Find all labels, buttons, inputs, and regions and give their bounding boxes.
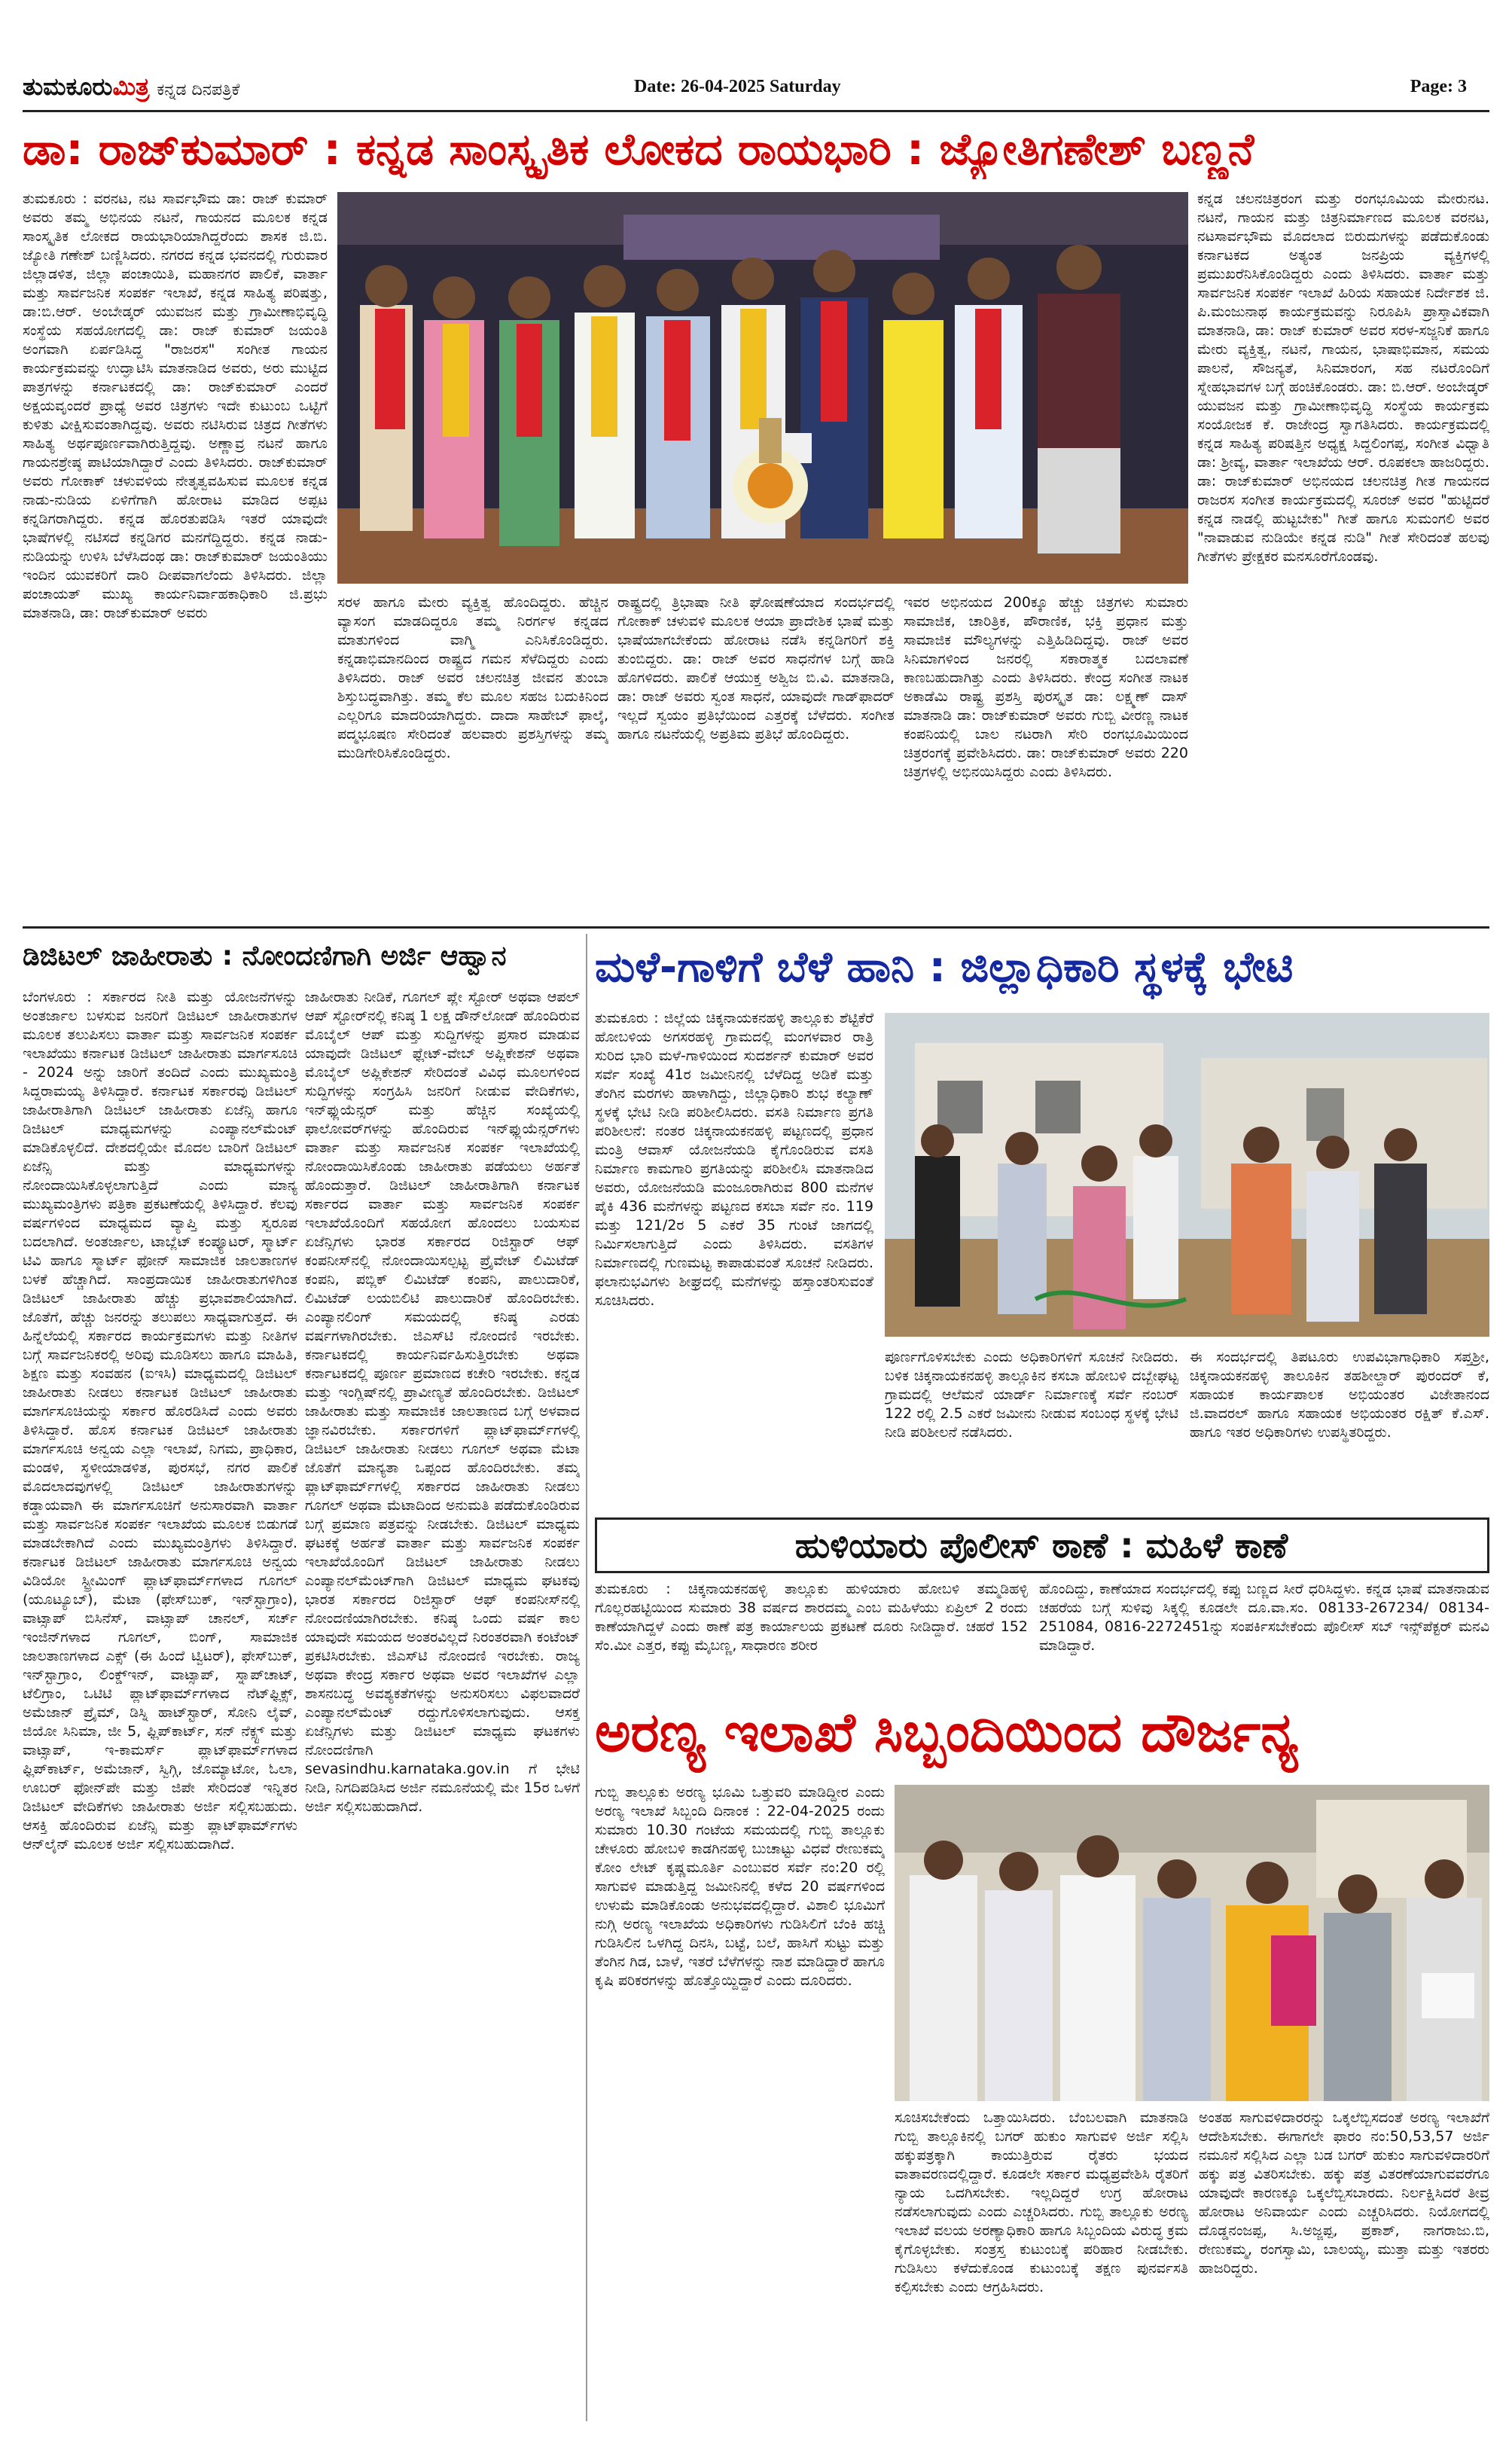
- story5-protest-photo: [895, 1785, 1489, 2101]
- header-rule: [23, 110, 1489, 112]
- story1-column-b3: ಇವರ ಅಭಿನಯದ 200ಕ್ಕೂ ಹೆಚ್ಚು ಚಿತ್ರಗಳು ಸುಮಾರು ಸಾಮಾಜಿಕ, ಚಾರಿತ್ರಿಕ, ಪೌರಾಣಿಕ, ಭಕ್ತಿ ಪ್ರಧಾನ ಮತ್ತು ಸಾಮಾಜಿಕ ಮೌಲ್ಯಗಳನ್ನು ಎತ್ತಿಹಿಡಿದಿದ್ದವು. ರಾಜ್ ಅವರ ಸಿನಿಮಾಗಳಿಂದ ಜನರಲ್ಲಿ ಸಕಾರಾತ್ಮಕ ಬದಲಾವಣೆ ಕಾಣಬಹುದಾಗಿತ್ತು ಎಂದು ತಿಳಿಸಿದರು. ಕೇಂದ್ರ ಸಂಗೀತ ನಾಟಕ ಅಕಾಡೆಮಿ ರಾಷ್ಟ್ರ ಪ್ರಶಸ್ತಿ ಪುರಸ್ಕೃತ ಡಾ: ಲಕ್ಷ್ಮಣ್ ದಾಸ್ ಮಾತನಾಡಿ ಡಾ: ರಾಜ್‌ಕುಮಾರ್ ಅವರು ಗುಬ್ಬಿ ವೀರಣ್ಣ ನಾಟಕ ಕಂಪನಿಯಲ್ಲಿ ಬಾಲ ನಟರಾಗಿ ಸೇರಿ ರಂಗಭೂಮಿಯಿಂದ ಚಿತ್ರರಂಗಕ್ಕೆ ಪ್ರವೇಶಿಸಿದರು. ಡಾ: ರಾಜ್‌ಕುಮಾರ್ ಅವರು 220 ಚಿತ್ರಗಳಲ್ಲಿ ಅಭಿನಯಿಸಿದ್ದರು ಎಂದು ತಿಳಿಸಿದರು.: [904, 594, 1188, 780]
- story5-column-3: ಅಂತಹ ಸಾಗುವಳಿದಾರರನ್ನು ಒಕ್ಕಲೆಬ್ಬಿಸದಂತೆ ಅರಣ್ಯ ಇಲಾಖೆಗೆ ಆದೇಶಿಸಬೇಕು. ಈಗಾಗಲೇ ಫಾರಂ ನಂ:50,53,57 ಅರ್ಜಿ ನಮೂನೆ ಸಲ್ಲಿಸಿದ ಎಲ್ಲಾ ಬಡ ಬಗರ್ ಹುಕುಂ ಸಾಗುವಳಿದಾರರಿಗೆ ಹಕ್ಕು ಪತ್ರ ವಿತರಿಸಬೇಕು. ಹಕ್ಕು ಪತ್ರ ವಿತರಣೆಯಾಗುವವರೆಗೂ ಯಾವುದೇ ಕಾರಣಕ್ಕೂ ಒಕ್ಕಲೆಬ್ಬಿಸಬಾರದು. ನಿರ್ಲಕ್ಷಿಸಿದರೆ ತೀವ್ರ ಹೋರಾಟ ಅನಿವಾರ್ಯ ಎಂದು ಎಚ್ಚರಿಸಿದರು. ನಿಯೋಗದಲ್ಲಿ ದೊಡ್ಡನಂಜಪ್ಪ, ಸಿ.ಅಜ್ಜಪ್ಪ, ಪ್ರಕಾಶ್, ನಾಗರಾಜು.ಬಿ, ರೇಣುಕಮ್ಮ, ರಂಗಸ್ವಾಮಿ, ಬಾಲಯ್ಯ, ಮುತ್ತಾ ಮತ್ತು ಇತರರು ಹಾಜರಿದ್ದರು.: [1199, 2109, 1489, 2277]
- page-header: [23, 72, 1489, 108]
- story2-column-2: ಜಾಹೀರಾತು ನೀಡಿಕೆ, ಗೂಗಲ್ ಪ್ಲೇ ಸ್ಟೋರ್ ಅಥವಾ ಆಪಲ್ ಆಪ್ ಸ್ಟೋರ್‌ನಲ್ಲಿ ಕನಿಷ್ಠ 1 ಲಕ್ಷ ಡೌನ್‌ಲೋಡ್ ಹೊಂದಿರುವ ಮೊಬೈಲ್ ಆಪ್ ಮತ್ತು ಸುದ್ದಿಗಳನ್ನು ಪ್ರಸಾರ ಮಾಡುವ ಯಾವುದೇ ಡಿಜಿಟಲ್ ಫ್ಲೇಟ್-ವೇಬ್ ಅಪ್ಲಿಕೇಶನ್ ಅಥವಾ ಮೊಬೈಲ್ ಅಪ್ಲಿಕೇಶನ್ ಸೇರಿದಂತೆ ವಿವಿಧ ಮೂಲಗಳಿಂದ ಸುದ್ದಿಗಳನ್ನು ಸಂಗ್ರಹಿಸಿ ಜನರಿಗೆ ನೀಡುವ ವೇದಿಕೆಗಳು, ಇನ್‌ಫ್ಲುಯೆನ್ಸರ್ ಮತ್ತು ಹೆಚ್ಚಿನ ಸಂಖ್ಯೆಯಲ್ಲಿ ಫಾಲೋವರ್‌ಗಳನ್ನು ಹೊಂದಿರುವ ಇನ್‌ಫ್ಲುಯೆನ್ಸರ್‌ಗಳು ವಾರ್ತಾ ಮತ್ತು ಸಾರ್ವಜನಿಕ ಸಂಪರ್ಕ ಇಲಾಖೆಯಲ್ಲಿ ನೋಂದಾಯಿಸಿಕೊಂಡು ಜಾಹೀರಾತು ಪಡೆಯಲು ಅರ್ಹತೆ ಹೊಂದುತ್ತಾರೆ. ಡಿಜಿಟಲ್ ಜಾಹೀರಾತಿಗಾಗಿ ಕರ್ನಾಟಕ ಸರ್ಕಾರದ ವಾರ್ತಾ ಮತ್ತು ಸಾರ್ವಜನಿಕ ಸಂಪರ್ಕ ಇಲಾಖೆಯೊಂದಿಗೆ ಸಹಯೋಗ ಹೊಂದಲು ಬಯಸುವ ಏಜೆನ್ಸಿಗಳು ಭಾರತ ಸರ್ಕಾರದ ರಿಜಿಸ್ಟಾರ್ ಆಫ್ ಕಂಪನೀಸ್‌ನಲ್ಲಿ ನೋಂದಾಯಿಸಲ್ಪಟ್ಟ ಪ್ರೈವೇಟ್ ಲಿಮಿಟೆಡ್ ಕಂಪನಿ, ಪಬ್ಲಿಕ್ ಲಿಮಿಟೆಡ್ ಕಂಪನಿ, ಪಾಲುದಾರಿಕೆ, ಲಿಮಿಟೆಡ್ ಲಯಬಿಲಿಟಿ ಪಾಲುದಾರಿಕೆ ಹೊಂದಿರಬೇಕು. ಎಂಪ್ಯಾನಲಿಂಗ್ ಸಮಯದಲ್ಲಿ ಕನಿಷ್ಠ ಎರಡು ವರ್ಷಗಳಾಗಿರಬೇಕು. ಜಿಎಸ್‌ಟಿ ನೋಂದಣಿ ಇರಬೇಕು. ಕರ್ನಾಟಕದಲ್ಲಿ ಕಾರ್ಯನಿರ್ವಹಿಸುತ್ತಿರಬೇಕು ಅಥವಾ ಕರ್ನಾಟಕದಲ್ಲಿ ಪೂರ್ಣ ಪ್ರಮಾಣದ ಕಚೇರಿ ಇರಬೇಕು. ಕನ್ನಡ ಮತ್ತು ಇಂಗ್ಲಿಷ್‌ನಲ್ಲಿ ಪ್ರಾವೀಣ್ಯತೆ ಹೊಂದಿರಬೇಕು. ಡಿಜಿಟಲ್ ಜಾಹೀರಾತು ಮತ್ತು ಸಾಮಾಜಿಕ ಜಾಲತಾಣದ ಬಗ್ಗೆ ಅಳವಾದ ಜ್ಞಾನವಿರಬೇಕು. ಸರ್ಕಾರಗಳಿಗೆ ಪ್ಲಾಟ್‌ಫಾರ್ಮ್‌ಗಳಲ್ಲಿ ಡಿಜಿಟಲ್ ಜಾಹೀರಾತು ನೀಡಲು ಗೂಗಲ್ ಅಥವಾ ಮೆಟಾ ಜೊತೆಗೆ ಮಾನ್ಯತಾ ಒಪ್ಪಂದ ಹೊಂದಿರಬೇಕು. ತಮ್ಮ ಪ್ಲಾಟ್‌ಫಾರ್ಮ್‌ಗಳಲ್ಲಿ ಸರ್ಕಾರದ ಜಾಹೀರಾತು ನೀಡಲು ಗೂಗಲ್ ಅಥವಾ ಮೆಟಾದಿಂದ ಅನುಮತಿ ಪಡೆದುಕೊಂಡಿರುವ ಬಗ್ಗೆ ಪ್ರಮಾಣ ಪತ್ರವನ್ನು ನೀಡಬೇಕು. ಡಿಜಿಟಲ್ ಮಾಧ್ಯಮ ಘಟಕಕ್ಕೆ ಅರ್ಹತೆ ವಾರ್ತಾ ಮತ್ತು ಸಾರ್ವಜನಿಕ ಸಂಪರ್ಕ ಇಲಾಖೆಯೊಂದಿಗೆ ಡಿಜಿಟಲ್ ಜಾಹೀರಾತು ನೀಡಲು ಎಂಪ್ಯಾನಲ್‌ಮೆಂಟ್‌ಗಾಗಿ ಡಿಜಿಟಲ್ ಮಾಧ್ಯಮ ಘಟಕವು ಭಾರತ ಸರ್ಕಾರದ ರಿಜಿಸ್ಟಾರ್ ಆಫ್ ಕಂಪನೀಸ್‌ನಲ್ಲಿ ನೋಂದಣಿಯಾಗಿರಬೇಕು. ಕನಿಷ್ಠ ಒಂದು ವರ್ಷ ಕಾಲ ಯಾವುದೇ ಸಮಯದ ಅಂತರವಿಲ್ಲದೆ ನಿರಂತರವಾಗಿ ಕಂಟೆಂಟ್ ಪ್ರಕಟಿಸಿರಬೇಕು. ಜಿಎಸ್‌ಟಿ ನೋಂದಣಿ ಇರಬೇಕು. ರಾಜ್ಯ ಅಥವಾ ಕೇಂದ್ರ ಸರ್ಕಾರ ಅಥವಾ ಅವರ ಇಲಾಖೆಗಳ ಎಲ್ಲಾ ಶಾಸನಬದ್ಧ ಅವಶ್ಯಕತೆಗಳನ್ನು ಅನುಸರಿಸಲು ವಿಫಲವಾದರೆ ಎಂಪ್ಯಾನಲ್‌ಮೆಂಟ್ ರದ್ದುಗೊಳಿಸಲಾಗುವುದು. ಆಸಕ್ತ ಏಜೆನ್ಸಿಗಳು ಮತ್ತು ಡಿಜಿಟಲ್ ಮಾಧ್ಯಮ ಘಟಕಗಳು ನೋಂದಣಿಗಾಗಿ sevasindhu.karnataka.gov.in ಗೆ ಭೇಟಿ ನೀಡಿ, ನಿಗದಿಪಡಿಸಿದ ಅರ್ಜಿ ನಮೂನೆಯಲ್ಲಿ ಮೇ 15ರ ಒಳಗೆ ಅರ್ಜಿ ಸಲ್ಲಿಸಬಹುದಾಗಿದೆ.: [305, 989, 580, 1815]
- story1-column-b1: ಸರಳ ಹಾಗೂ ಮೇರು ವ್ಯಕ್ತಿತ್ವ ಹೊಂದಿದ್ದರು. ಹೆಚ್ಚಿನ ವ್ಯಾಸಂಗ ಮಾಡದಿದ್ದರೂ ತಮ್ಮ ನಿರರ್ಗಳ ಕನ್ನಡದ ಮಾತುಗಳಿಂದ ವಾಗ್ಮಿ ಎನಿಸಿಕೊಂಡಿದ್ದರು. ಕನ್ನಡಾಭಿಮಾನದಿಂದ ರಾಷ್ಟ್ರದ ಗಮನ ಸೆಳೆದಿದ್ದರು ಎಂದು ತಿಳಿಸಿದರು. ರಾಜ್ ಅವರ ಚಲನಚಿತ್ರ ಜೀವನ ತುಂಬಾ ಶಿಸ್ತುಬದ್ಧವಾಗಿತ್ತು. ತಮ್ಮ ಕೆಲ ಮೂಲ ಸಹಜ ಬದುಕಿನಿಂದ ಎಲ್ಲರಿಗೂ ಮಾದರಿಯಾಗಿದ್ದರು. ದಾದಾ ಸಾಹೇಬ್ ಫಾಲ್ಕೆ, ಪದ್ಮಭೂಷಣ ಸೇರಿದಂತೆ ಹಲವಾರು ಪ್ರಶಸ್ತಿಗಳನ್ನು ತಮ್ಮ ಮುಡಿಗೇರಿಸಿಕೊಂಡಿದ್ದರು.: [337, 594, 608, 761]
- story1-event-photo: [337, 192, 1188, 584]
- story4-column-1: ತುಮಕೂರು : ಚಿಕ್ಕನಾಯಕನಹಳ್ಳಿ ತಾಲ್ಲೂಕು ಹುಳಿಯಾರು ಹೋಬಳಿ ತಮ್ಮಡಿಹಳ್ಳಿ ಗೊಲ್ಲರಹಟ್ಟಿಯಿಂದ ಸುಮಾರು 38 ವರ್ಷದ ಶಾರದಮ್ಮ ಎಂಬ ಮಹಿಳೆಯು ಏಪ್ರಿಲ್ 2 ರಂದು ಕಾಣೆಯಾಗಿದ್ದಳೆ ಎಂದು ಠಾಣೆ ಪತ್ರ ಕಾರ್ಯಾಲಯ ಪ್ರಕಟಣೆ ದೂರು ನೀಡಿದ್ದಾರೆ. ಚಹರೆ 152 ಸೆಂ.ಮೀ ಎತ್ತರ, ಕಪ್ಪು ಮೈಬಣ್ಣ, ಸಾಧಾರಣ ಶರೀರ: [595, 1581, 1028, 1654]
- masthead-accent: ಮಿತ್ರ: [112, 72, 150, 101]
- page-number: Page: 3: [1410, 77, 1467, 96]
- story4-headline-box: [595, 1517, 1489, 1573]
- story5-column-1: ಗುಬ್ಬಿ ತಾಲ್ಲೂಕು ಅರಣ್ಯ ಭೂಮಿ ಒತ್ತುವರಿ ಮಾಡಿದ್ದೀರ ಎಂದು ಅರಣ್ಯ ಇಲಾಖೆ ಸಿಬ್ಬಂದಿ ದಿನಾಂಕ : 22-04-2025 ರಂದು ಸುಮಾರು 10.30 ಗಂಟೆಯ ಸಮಯದಲ್ಲಿ ಗುಬ್ಬಿ ತಾಲ್ಲೂಕು ಚೇಳೂರು ಹೋಬಳಿ ಕಾಡಗಿನಹಳ್ಳಿ ಬುಚಾಟ್ಟು ವಿಧವೆ ರೇಣುಕಮ್ಮ ಕೋಂ ಲೇಟ್ ಕೃಷ್ಣಮೂರ್ತಿ ಎಂಬುವರ ಸರ್ವೆ ನಂ:20 ರಲ್ಲಿ ಸಾಗುವಳಿ ಮಾಡುತ್ತಿದ್ದ ಜಮೀನಿನಲ್ಲಿ ಕಳೆದ 20 ವರ್ಷಗಳಿಂದ ಉಳುಮೆ ಮಾಡಿಕೊಂಡು ಅನುಭವದಲ್ಲಿದ್ದಾರೆ. ವಿಶಾಲಿ ಭೂಮಿಗೆ ನುಗ್ಗಿ ಅರಣ್ಯ ಇಲಾಖೆಯ ಅಧಿಕಾರಿಗಳು ಗುಡಿಸಿಲಿಗೆ ಬೆಂಕಿ ಹಚ್ಚಿ ಗುಡಿಸಿಲಿನ ಒಳಗಿದ್ದ ದಿನಸಿ, ಬಟ್ಟೆ, ಬಲೆ, ಹಾಸಿಗೆ ಸುಟ್ಟು ಮತ್ತು ತೆಂಗಿನ ಗಿಡ, ಬಾಳೆ, ಇತರೆ ಬೆಳೆಗಳನ್ನು ನಾಶ ಮಾಡಿದ್ದಾರೆ ಹಾಗೂ ಕೃಷಿ ಪರಿಕರಗಳನ್ನು ಹೊತ್ತೊಯ್ದಿದ್ದಾರೆ ಎಂದು ದೂರಿದರು.: [595, 1784, 885, 1989]
- masthead: [23, 72, 239, 102]
- story2-headline: ಡಿಜಿಟಲ್ ಜಾಹೀರಾತು : ನೋಂದಣಿಗಾಗಿ ಅರ್ಜಿ ಆಹ್ವಾನ: [23, 941, 507, 971]
- story1-column-left: ತುಮಕೂರು : ವರನಟ, ನಟ ಸಾರ್ವಭೌಮ ಡಾ: ರಾಜ್ ಕುಮಾರ್ ಅವರು ತಮ್ಮ ಅಭಿನಯ ನಟನೆ, ಗಾಯನದ ಮೂಲಕ ಕನ್ನಡ ಸಾಂಸ್ಕೃತಿಕ ಲೋಕದ ರಾಯಭಾರಿಯಾಗಿದ್ದರೆಂದು ಶಾಸಕ ಜಿ.ಬಿ. ಜ್ಯೋತಿ ಗಣೇಶ್ ಬಣ್ಣಿಸಿದರು. ನಗರದ ಕನ್ನಡ ಭವನದಲ್ಲಿ ಗುರುವಾರ ಜಿಲ್ಲಾಡಳಿತ, ಜಿಲ್ಲಾ ಪಂಚಾಯಿತಿ, ಮಹಾನಗರ ಪಾಲಿಕೆ, ವಾರ್ತಾ ಮತ್ತು ಸಾರ್ವಜನಿಕ ಸಂಪರ್ಕ ಇಲಾಖೆ, ಕನ್ನಡ ಸಾಹಿತ್ಯ ಪರಿಷತ್ತು, ಡಾ:ಬಿ.ಆರ್. ಅಂಬೇಡ್ಕರ್ ಯುವಜನ ಮತ್ತು ಗ್ರಾಮೀಣಾಭಿವೃದ್ಧಿ ಸಂಸ್ಥೆಯ ಸಹಯೋಗದಲ್ಲಿ ಡಾ: ರಾಜ್ ಕುಮಾರ್ ಜಯಂತಿ ಅಂಗವಾಗಿ ಏರ್ಪಡಿಸಿದ್ದ "ರಾಜರಸ" ಸಂಗೀತ ಗಾಯನ ಕಾರ್ಯಕ್ರಮವನ್ನು ಉದ್ಘಾಟಿಸಿ ಮಾತನಾಡಿದ ಅವರು, ಅರು ಮುಟ್ಟಿದ ಪಾತ್ರಗಳನ್ನು ಕರ್ನಾಟಕದಲ್ಲಿ ಡಾ: ರಾಜ್‌ಕುಮಾರ್ ಎಂದರೆ ಅಕ್ಷಯವೃಂದರೆ ಪ್ರಾಧ್ಯೆ ಅವರ ಚಿತ್ರಗಳು ಇದೇ ಕುಟುಂಬ ಒಟ್ಟಿಗೆ ಕುಳಿತು ವೀಕ್ಷಿಸುವಂತಾಗಿದ್ದವು. ಅವರು ನಟಿಸಿರುವ ಚಿತ್ರದ ಗೀತೆಗಳು ಸಾಹಿತ್ಯ ಅರ್ಥಪೂರ್ಣವಾಗಿರುತ್ತಿದ್ದವು. ಅಣ್ಣಾವ್ರ ನಟನೆ ಹಾಗೂ ಗಾಯನಶ್ರೇಷ್ಠ ಪಾಟಿಯಾಗಿದ್ದಾರೆ ಎಂದು ತಿಳಿಸಿದರು. ರಾಜ್‌ಕುಮಾರ್ ಅವರು ಗೋಕಾಕ್ ಚಳುವಳಿಯ ನೇತೃತ್ವವಹಿಸುವ ಮೂಲಕ ಕನ್ನಡ ನಾಡು-ನುಡಿಯ ಏಳಿಗೆಗಾಗಿ ಹೋರಾಟ ಮಾಡಿದ ಅಪ್ಪಟ ಕನ್ನಡಿಗರಾಗಿದ್ದರು. ಕನ್ನಡ ಹೊರತುಪಡಿಸಿ ಇತರೆ ಯಾವುದೇ ಭಾಷೆಗಳಲ್ಲಿ ನಟಿಸದೆ ಕನ್ನಡಿಗರ ಮನಗೆದ್ದಿದ್ದರು. ಕನ್ನಡ ನಾಡು-ನುಡಿಯನ್ನು ಉಳಿಸಿ ಬೆಳೆಸಿದಂಥ ಡಾ: ರಾಜ್‌ಕುಮಾರ್ ಜಯಂತಿಯು ಇಂದಿನ ಯುವಕರಿಗೆ ದಾರಿ ದೀಪವಾಗಲೆಂದು ತಿಳಿಸಿದರು. ಜಿಲ್ಲಾ ಪಂಚಾಯತ್ ಮುಖ್ಯ ಕಾರ್ಯನಿರ್ವಾಹಕಾಧಿಕಾರಿ ಜಿ.ಪ್ರಭು ಮಾತನಾಡಿ, ಡಾ: ರಾಜ್‌ಕುಮಾರ್ ಅವರು: [23, 191, 328, 621]
- story3-column-2: ಪೂರ್ಣಗೊಳಿಸಬೇಕು ಎಂದು ಅಧಿಕಾರಿಗಳಿಗೆ ಸೂಚನೆ ನೀಡಿದರು. ಬಳಿಕ ಚಿಕ್ಕನಾಯಕನಹಳ್ಳಿ ತಾಲ್ಲೂಕಿನ ಕಸಬಾ ಹೋಬಳಿ ದಬ್ಬೇಘಟ್ಟ ಗ್ರಾಮದಲ್ಲಿ ಆಲೆಮನೆ ಯಾರ್ಡ್ ನಿರ್ಮಾಣಕ್ಕೆ ಸರ್ವೆ ನಂಬರ್ 122 ರಲ್ಲಿ 2.5 ಎಕರೆ ಜಮೀನು ನೀಡುವ ಸಂಬಂಧ ಸ್ಥಳಕ್ಕೆ ಭೇಟಿ ನೀಡಿ ಪರಿಶೀಲನೆ ನಡೆಸಿದರು.: [885, 1349, 1178, 1441]
- story4-headline: ಹುಳಿಯಾರು ಪೊಲೀಸ್ ಠಾಣೆ : ಮಹಿಳೆ ಕಾಣೆ: [794, 1525, 1288, 1566]
- masthead-tagline: ಕನ್ನಡ ದಿನಪತ್ರಿಕೆ: [157, 81, 240, 99]
- column-divider: [586, 934, 587, 2421]
- story1-headline: ಡಾ: ರಾಜ್‌ಕುಮಾರ್ : ಕನ್ನಡ ಸಾಂಸ್ಕೃತಿಕ ಲೋಕದ ರಾಯಭಾರಿ : ಜ್ಯೋತಿಗಣೇಶ್ ಬಣ್ಣನೆ: [23, 124, 1254, 175]
- story2-column-1: ಬೆಂಗಳೂರು : ಸರ್ಕಾರದ ನೀತಿ ಮತ್ತು ಯೋಜನೆಗಳನ್ನು ಅಂತರ್ಜಾಲ ಬಳಸುವ ಜನರಿಗೆ ಡಿಜಿಟಲ್ ಜಾಹೀರಾತುಗಳ ಮೂಲಕ ತಲುಪಿಸಲು ವಾರ್ತಾ ಮತ್ತು ಸಾರ್ವಜನಿಕ ಸಂಪರ್ಕ ಇಲಾಖೆಯು ಕರ್ನಾಟಕ ಡಿಜಿಟಲ್ ಜಾಹೀರಾತು ಮಾರ್ಗಸೂಚಿ - 2024 ಅನ್ನು ಜಾರಿಗೆ ತಂದಿದೆ ಎಂದು ಮುಖ್ಯಮಂತ್ರಿ ಸಿದ್ದರಾಮಯ್ಯ ತಿಳಿಸಿದ್ದಾರೆ. ಕರ್ನಾಟಕ ಸರ್ಕಾರವು ಡಿಜಿಟಲ್ ಜಾಹೀರಾತಿಗಾಗಿ ಡಿಜಿಟಲ್ ಜಾಹೀರಾತು ಏಜೆನ್ಸಿ ಹಾಗೂ ಡಿಜಿಟಲ್ ಮಾಧ್ಯಮಗಳನ್ನು ಎಂಪ್ಯಾನಲ್‌ಮೆಂಟ್ ಮಾಡಿಕೊಳ್ಳಲಿದೆ. ದೇಶದಲ್ಲಿಯೇ ಮೊದಲ ಬಾರಿಗೆ ಡಿಜಿಟಲ್ ಏಜೆನ್ಸಿ ಮತ್ತು ಮಾಧ್ಯಮಗಳನ್ನು ನೋಂದಾಯಿಸಿಕೊಳ್ಳಲಾಗುತ್ತಿದೆ ಎಂದು ಮಾನ್ಯ ಮುಖ್ಯಮಂತ್ರಿಗಳು ಪತ್ರಿಕಾ ಪ್ರಕಟಣೆಯಲ್ಲಿ ತಿಳಿಸಿದ್ದಾರೆ. ಕೆಲವು ವರ್ಷಗಳಿಂದ ಮಾಧ್ಯಮದ ವ್ಯಾಪ್ತಿ ಮತ್ತು ಸ್ವರೂಪ ಬದಲಾಗಿದೆ. ಅಂತರ್ಜಾಲ, ಟಾಬ್ಲೆಟ್ ಕಂಪ್ಯೂಟರ್, ಸ್ಮಾರ್ಟ್ ಟಿವಿ ಹಾಗೂ ಸ್ಮಾರ್ಟ್ ಫೋನ್ ಸಾಮಾಜಿಕ ಜಾಲತಾಣಗಳ ಬಳಕೆ ಹೆಚ್ಚಾಗಿದೆ. ಸಾಂಪ್ರದಾಯಿಕ ಜಾಹೀರಾತುಗಳಿಗಿಂತ ಡಿಜಿಟಲ್ ಜಾಹೀರಾತು ಹೆಚ್ಚು ಪ್ರಭಾವಶಾಲಿಯಾಗಿದೆ. ಜೊತೆಗೆ, ಹೆಚ್ಚು ಜನರನ್ನು ತಲುಪಲು ಸಾಧ್ಯವಾಗುತ್ತದೆ. ಈ ಹಿನ್ನೆಲೆಯಲ್ಲಿ ಸರ್ಕಾರದ ಕಾರ್ಯಕ್ರಮಗಳು ಮತ್ತು ನೀತಿಗಳ ಬಗ್ಗೆ ಸಾರ್ವಜನಿಕರಲ್ಲಿ ಅರಿವು ಮೂಡಿಸಲು ಹಾಗೂ ಮಾಹಿತಿ, ಶಿಕ್ಷಣ ಮತ್ತು ಸಂವಹನ (ಐಇಸಿ) ಮಾಧ್ಯಮದಲ್ಲಿ ಡಿಜಿಟಲ್ ಜಾಹೀರಾತು ನೀಡಲು ಕರ್ನಾಟಕ ಡಿಜಿಟಲ್ ಜಾಹೀರಾತು ಮಾರ್ಗಸೂಚಿಯನ್ನು ಸರ್ಕಾರ ಹೊರಡಿಸಿದೆ ಎಂದು ಅವರು ತಿಳಿಸಿದ್ದಾರೆ. ಹೊಸ ಕರ್ನಾಟಕ ಡಿಜಿಟಲ್ ಜಾಹೀರಾತು ಮಾರ್ಗಸೂಚಿ ಅನ್ವಯ ಎಲ್ಲಾ ಇಲಾಖೆ, ನಿಗಮ, ಪ್ರಾಧಿಕಾರ, ಮಂಡಳಿ, ಸ್ಥಳೀಯಾಡಳಿತ, ಪುರಸಭೆ, ನಗರ ಪಾಲಿಕೆ ಮೊದಲಾದವುಗಳಲ್ಲಿ ಡಿಜಿಟಲ್ ಜಾಹೀರಾತುಗಳನ್ನು ಕಡ್ಡಾಯವಾಗಿ ಈ ಮಾರ್ಗಸೂಚಿಗೆ ಅನುಸಾರವಾಗಿ ವಾರ್ತಾ ಮತ್ತು ಸಾರ್ವಜನಿಕ ಸಂಪರ್ಕ ಇಲಾಖೆಯ ಮೂಲಕ ಬಿಡುಗಡೆ ಮಾಡಬೇಕಾಗಿದೆ ಎಂದು ಮುಖ್ಯಮಂತ್ರಿಗಳು ತಿಳಿಸಿದ್ದಾರೆ. ಕರ್ನಾಟಕ ಡಿಜಿಟಲ್ ಜಾಹೀರಾತು ಮಾರ್ಗಸೂಚಿ ಅನ್ವಯ ವಿಡಿಯೋ ಸ್ಟ್ರೀಮಿಂಗ್ ಪ್ಲಾಟ್‌ಫಾರ್ಮ್‌ಗಳಾದ ಗೂಗಲ್ (ಯೂಟ್ಯೂಬ್), ಮೆಟಾ (ಫೇಸ್‌ಬುಕ್, ಇನ್‌ಸ್ಟಾಗ್ರಾಂ), ವಾಟ್ಸಾಪ್ ಬಿಸಿನೆಸ್, ವಾಟ್ಸಾಪ್ ಚಾನಲ್, ಸರ್ಚ್ ಇಂಜಿನ್‌ಗಳಾದ ಗೂಗಲ್, ಬಿಂಗ್, ಸಾಮಾಜಿಕ ಜಾಲತಾಣಗಳಾದ ಎಕ್ಸ್ (ಈ ಹಿಂದೆ ಟ್ವಿಟರ್), ಫೇಸ್‌ಬುಕ್, ಇನ್‌ಸ್ಟಾಗ್ರಾಂ, ಲಿಂಕ್ಡ್‌ಇನ್, ವಾಟ್ಸಾಪ್, ಸ್ನಾಪ್‌ಚಾಟ್, ಟೆಲಿಗ್ರಾಂ, ಒಟಿಟಿ ಪ್ಲಾಟ್‌ಫಾರ್ಮ್‌ಗಳಾದ ನೆಟ್‌ಫ್ಲಿಕ್ಸ್, ಅಮೆಜಾನ್ ಪ್ರೈಮ್, ಡಿಸ್ನಿ ಹಾಟ್‌ಸ್ಟಾರ್, ಸೋನಿ ಲೈವ್, ಜಿಯೋ ಸಿನಿಮಾ, ಜೀ 5, ಫ್ಲಿಪ್‌ಕಾರ್ಟ್, ಸನ್ ನೆಕ್ಸ್ಟ್ ಮತ್ತು ವಾಟ್ಸಾಪ್, ಇ-ಕಾಮರ್ಸ್ ಪ್ಲಾಟ್‌ಫಾರ್ಮ್‌ಗಳಾದ ಫ್ಲಿಪ್‌ಕಾರ್ಟ್, ಅಮೆಜಾನ್, ಸ್ವಿಗ್ಗಿ, ಜೊಮ್ಯಾಟೋ, ಓಲಾ, ಊಬರ್ ಫೋನ್‌ಪೇ ಮತ್ತು ಜಿಪೇ ಸೇರಿದಂತೆ ಇನ್ನಿತರ ಡಿಜಿಟಲ್ ವೇದಿಕೆಗಳು ಜಾಹೀರಾತು ಅರ್ಜಿ ಸಲ್ಲಿಸಬಹುದು. ಆಸಕ್ತಿ ಹೊಂದಿರುವ ಏಜೆನ್ಸಿ ಮತ್ತು ಪ್ಲಾಟ್‌ಫಾರ್ಮ್‌ಗಳು ಆನ್‌ಲೈನ್ ಮೂಲಕ ಅರ್ಜಿ ಸಲ್ಲಿಸಬಹುದಾಗಿದೆ.: [23, 989, 297, 1853]
- story3-headline: ಮಳೆ-ಗಾಳಿಗೆ ಬೆಳೆ ಹಾನಿ : ಜಿಲ್ಲಾಧಿಕಾರಿ ಸ್ಥಳಕ್ಕೆ ಭೇಟಿ: [595, 943, 1294, 992]
- story1-column-right: ಕನ್ನಡ ಚಲನಚಿತ್ರರಂಗ ಮತ್ತು ರಂಗಭೂಮಿಯ ಮೇರುನಟ. ನಟನೆ, ಗಾಯನ ಮತ್ತು ಚಿತ್ರನಿರ್ಮಾಣದ ಮೂಲಕ ವರನಟ, ನಟಸಾರ್ವಭೌಮ ಮೊದಲಾದ ಬಿರುದುಗಳನ್ನು ಪಡೆದುಕೊಂಡು ಕರ್ನಾಟಕದ ಅತ್ಯಂತ ಜನಪ್ರಿಯ ವ್ಯಕ್ತಿಗಳಲ್ಲಿ ಪ್ರಮುಖರೆನಿಸಿಕೊಂಡಿದ್ದರು ಎಂದು ತಿಳಿಸಿದರು. ವಾರ್ತಾ ಮತ್ತು ಸಾರ್ವಜನಿಕ ಸಂಪರ್ಕ ಇಲಾಖೆ ಹಿರಿಯ ಸಹಾಯಕ ನಿರ್ದೇಶಕ ಜಿ. ಪಿ.ಮಂಜುನಾಥ ಕಾರ್ಯಕ್ರಮವನ್ನು ನಿರೂಪಿಸಿ ಪ್ರಾಸ್ತಾವಿಕವಾಗಿ ಮಾತನಾಡಿ, ಡಾ: ರಾಜ್ ಕುಮಾರ್ ಅವರ ಸರಳ-ಸಜ್ಜನಿಕೆ ಹಾಗೂ ಮೇರು ವ್ಯಕ್ತಿತ್ವ, ನಟನೆ, ಗಾಯನ, ಭಾಷಾಭಿಮಾನ, ಸಮಯ ಪಾಲನೆ, ಸೌಜನ್ಯತೆ, ಸಿನಿಮಾರಂಗ, ಸಹ ನಟರೊಂದಿಗೆ ಸ್ನೇಹಭಾವಗಳ ಬಗ್ಗೆ ಹಂಚಿಕೊಂಡರು. ಡಾ: ಬಿ.ಆರ್. ಅಂಬೇಡ್ಕರ್ ಯುವಜನ ಮತ್ತು ಗ್ರಾಮೀಣಾಭಿವೃದ್ಧಿ ಸಂಸ್ಥೆಯ ಕಾರ್ಯಕ್ರಮ ಸಂಯೋಜಕ ಕೆ. ರಾಜೇಂದ್ರ ಸ್ವಾಗತಿಸಿದರು. ಕಾರ್ಯಕ್ರಮದಲ್ಲಿ ಕನ್ನಡ ಸಾಹಿತ್ಯ ಪರಿಷತ್ತಿನ ಅಧ್ಯಕ್ಷ ಸಿದ್ದಲಿಂಗಪ್ಪ, ಸಂಗೀತ ವಿಧ್ವಾತಿ ಡಾ: ಶ್ರೀವ್ಯ, ವಾರ್ತಾ ಇಲಾಖೆಯ ಆರ್. ರೂಪಕಲಾ ಹಾಜರಿದ್ದರು. ಡಾ: ರಾಜ್‌ಕುಮಾರ್ ಅಭಿನಯದ ಚಲನಚಿತ್ರ ಗೀತ ಗಾಯನದ ರಾಜರಸ ಸಂಗೀತ ಕಾರ್ಯಕ್ರಮದಲ್ಲಿ ಸೂರಜ್ ಅವರ "ಹುಟ್ಟಿದರೆ ಕನ್ನಡ ನಾಡಲ್ಲಿ ಹುಟ್ಟಬೇಕು" ಗೀತೆ ಹಾಗೂ ಸುಮಂಗಲಿ ಅವರ "ನಾವಾಡುವ ನುಡಿಯೇ ಕನ್ನಡ ನುಡಿ" ಗೀತೆ ಸೇರಿದಂತೆ ಹಲವು ಗೀತೆಗಳು ಪ್ರೇಕ್ಷಕರ ಮನಸೂರೆಗೊಂಡವು.: [1197, 191, 1489, 565]
- masthead-name: ತುಮಕೂರು: [23, 72, 113, 101]
- section-rule: [23, 926, 1489, 929]
- story1-column-b2: ರಾಷ್ಟ್ರದಲ್ಲಿ ತ್ರಿಭಾಷಾ ನೀತಿ ಘೋಷಣೆಯಾದ ಸಂದರ್ಭದಲ್ಲಿ ಗೋಕಾಕ್ ಚಳುವಳಿ ಮೂಲಕ ಆಯಾ ಪ್ರಾದೇಶಿಕ ಭಾಷೆ ಮತ್ತು ಭಾಷೆಯಾಗಬೇಕೆಂದು ಹೋರಾಟ ನಡೆಸಿ ಕನ್ನಡಿಗರಿಗೆ ಶಕ್ತಿ ತುಂಬಿದ್ದರು. ಡಾ: ರಾಜ್ ಅವರ ಸಾಧನೆಗಳ ಬಗ್ಗೆ ಹಾಡಿ ಹೊಗಳಿದರು. ಪಾಲಿಕೆ ಆಯುಕ್ತ ಅಶ್ವಿಜ ಬಿ.ವಿ. ಮಾತನಾಡಿ, ಡಾ: ರಾಜ್ ಅವರು ಸ್ವಂತ ಸಾಧನೆ, ಯಾವುದೇ ಗಾಡ್‌ಫಾದರ್ ಇಲ್ಲದೆ ಸ್ವಯಂ ಪ್ರತಿಭೆಯಿಂದ ಎತ್ತರಕ್ಕೆ ಬೆಳೆದರು. ಸಂಗೀತ ಹಾಗೂ ನಟನೆಯಲ್ಲಿ ಅಪ್ರತಿಮ ಪ್ರತಿಭೆ ಹೊಂದಿದ್ದರು.: [617, 594, 895, 743]
- story3-site-photo: [885, 1013, 1489, 1337]
- story3-column-1: ತುಮಕೂರು : ಜಿಲ್ಲೆಯ ಚಿಕ್ಕನಾಯಕನಹಳ್ಳಿ ತಾಲ್ಲೂಕು ಶೆಟ್ಟಿಕೆರೆ ಹೋಬಳಿಯ ಅಗಸರಹಳ್ಳಿ ಗ್ರಾಮದಲ್ಲಿ ಮಂಗಳವಾರ ರಾತ್ರಿ ಸುರಿದ ಭಾರಿ ಮಳೆ-ಗಾಳಿಯಿಂದ ಸುದರ್ಶನ್ ಕುಮಾರ್ ಅವರ ಸರ್ವೆ ಸಂಖ್ಯೆ 41ರ ಜಮೀನಿನಲ್ಲಿ ಬೆಳೆದಿದ್ದ ಅಡಿಕೆ ಮತ್ತು ತೆಂಗಿನ ಮರಗಳು ಹಾಳಾಗಿದ್ದು, ಜಿಲ್ಲಾಧಿಕಾರಿ ಶುಭ ಕಲ್ಯಾಣ್ ಸ್ಥಳಕ್ಕೆ ಭೇಟಿ ನೀಡಿ ಪರಿಶೀಲಿಸಿದರು. ವಸತಿ ನಿರ್ಮಾಣ ಪ್ರಗತಿ ಪರಿಶೀಲನೆ: ನಂತರ ಚಿಕ್ಕನಾಯಕನಹಳ್ಳಿ ಪಟ್ಟಣದಲ್ಲಿ ಪ್ರಧಾನ ಮಂತ್ರಿ ಆವಾಸ್ ಯೋಜನೆಯಡಿ ಕೈಗೊಂಡಿರುವ ವಸತಿ ನಿರ್ಮಾಣ ಕಾಮಗಾರಿ ಪ್ರಗತಿಯನ್ನು ಪರಿಶೀಲಿಸಿ ಮಾತನಾಡಿದ ಅವರು, ಯೋಜನೆಯಡಿ ಮಂಜೂರಾಗಿರುವ 800 ಮನೆಗಳ ಪೈಕಿ 436 ಮನೆಗಳನ್ನು ಪಟ್ಟಣದ ಕಸಬಾ ಸರ್ವೆ ನಂ. 119 ಮತ್ತು 121/2ರ 5 ಎಕರೆ 35 ಗುಂಟೆ ಜಾಗದಲ್ಲಿ ನಿರ್ಮಿಸಲಾಗುತ್ತಿದೆ ಎಂದು ತಿಳಿಸಿದರು. ವಸತಿಗಳ ನಿರ್ಮಾಣದಲ್ಲಿ ಗುಣಮಟ್ಟ ಕಾಪಾಡುವಂತೆ ಸೂಚನೆ ನೀಡಿದರು. ಫಲಾನುಭವಿಗಳು ಶೀಘ್ರದಲ್ಲಿ ಮನೆಗಳನ್ನು ಹಸ್ತಾಂತರಿಸುವಂತೆ ಸೂಚಿಸಿದರು.: [595, 1010, 873, 1309]
- issue-date: Date: 26-04-2025 Saturday: [634, 77, 841, 96]
- story5-headline: ಅರಣ್ಯ ಇಲಾಖೆ ಸಿಬ್ಬಂದಿಯಿಂದ ದೌರ್ಜನ್ಯ: [595, 1700, 1299, 1764]
- story3-column-3: ಈ ಸಂದರ್ಭದಲ್ಲಿ ತಿಪಟೂರು ಉಪವಿಭಾಗಾಧಿಕಾರಿ ಸಪ್ತಶ್ರೀ, ಚಿಕ್ಕನಾಯಕನಹಳ್ಳಿ ತಾಲೂಕಿನ ತಹಶೀಲ್ದಾರ್ ಪುರಂದರ್ ಕೆ, ಸಹಾಯಕ ಕಾರ್ಯಪಾಲಕ ಅಭಿಯಂತರ ವಿಜೇತಾನಂದ ಜಿ.ವಾದರಲ್ ಹಾಗೂ ಸಹಾಯಕ ಅಭಿಯಂತರ ರಕ್ಷಿತ್ ಕೆ.ಎಸ್. ಹಾಗೂ ಇತರ ಅಧಿಕಾರಿಗಳು ಉಪಸ್ಥಿತರಿದ್ದರು.: [1190, 1349, 1489, 1441]
- story5-column-2: ಸೂಚಿಸಬೇಕೆಂದು ಒತ್ತಾಯಿಸಿದರು. ಬೆಂಬಲವಾಗಿ ಮಾತನಾಡಿ ಗುಬ್ಬಿ ತಾಲ್ಲೂಕಿನಲ್ಲಿ ಬಗರ್ ಹುಕುಂ ಸಾಗುವಳಿ ಅರ್ಜಿ ಸಲ್ಲಿಸಿ ಹಕ್ಕುಪತ್ರಕ್ಕಾಗಿ ಕಾಯುತ್ತಿರುವ ರೈತರು ಭಯದ ವಾತಾವರಣದಲ್ಲಿದ್ದಾರೆ. ಕೂಡಲೇ ಸರ್ಕಾರ ಮಧ್ಯಪ್ರವೇಶಿಸಿ ರೈತರಿಗೆ ನ್ಯಾಯ ಒದಗಿಸಬೇಕು. ಇಲ್ಲದಿದ್ದರೆ ಉಗ್ರ ಹೋರಾಟ ನಡೆಸಲಾಗುವುದು ಎಂದು ಎಚ್ಚರಿಸಿದರು. ಗುಬ್ಬಿ ತಾಲ್ಲೂಕು ಅರಣ್ಯ ಇಲಾಖೆ ವಲಯ ಅರಣ್ಯಾಧಿಕಾರಿ ಹಾಗೂ ಸಿಬ್ಬಂದಿಯ ವಿರುದ್ಧ ಕ್ರಮ ಕೈಗೊಳ್ಳಬೇಕು. ಸಂತ್ರಸ್ತ ಕುಟುಂಬಕ್ಕೆ ಪರಿಹಾರ ನೀಡಬೇಕು. ಗುಡಿಸಿಲು ಕಳೆದುಕೊಂಡ ಕುಟುಂಬಕ್ಕೆ ತಕ್ಷಣ ಪುನರ್ವಸತಿ ಕಲ್ಪಿಸಬೇಕು ಎಂದು ಆಗ್ರಹಿಸಿದರು.: [895, 2109, 1188, 2295]
- story4-column-2: ಹೊಂದಿದ್ದು, ಕಾಣೆಯಾದ ಸಂದರ್ಭದಲ್ಲಿ ಕಪ್ಪು ಬಣ್ಣದ ಸೀರೆ ಧರಿಸಿದ್ದಳು. ಕನ್ನಡ ಭಾಷೆ ಮಾತನಾಡುವ ಚಹರೆಯ ಬಗ್ಗೆ ಸುಳಿವು ಸಿಕ್ಕಲ್ಲಿ ಕೂಡಲೇ ದೂ.ವಾ.ಸಂ. 08133-267234/ 08134-251084, 0816-2272451ನ್ನು ಸಂಪರ್ಕಿಸಬೇಕೆಂದು ಪೊಲೀಸ್ ಸಬ್ ಇನ್ಸ್‌ಪೆಕ್ಟರ್ ಮನವಿ ಮಾಡಿದ್ದಾರೆ.: [1039, 1581, 1489, 1654]
